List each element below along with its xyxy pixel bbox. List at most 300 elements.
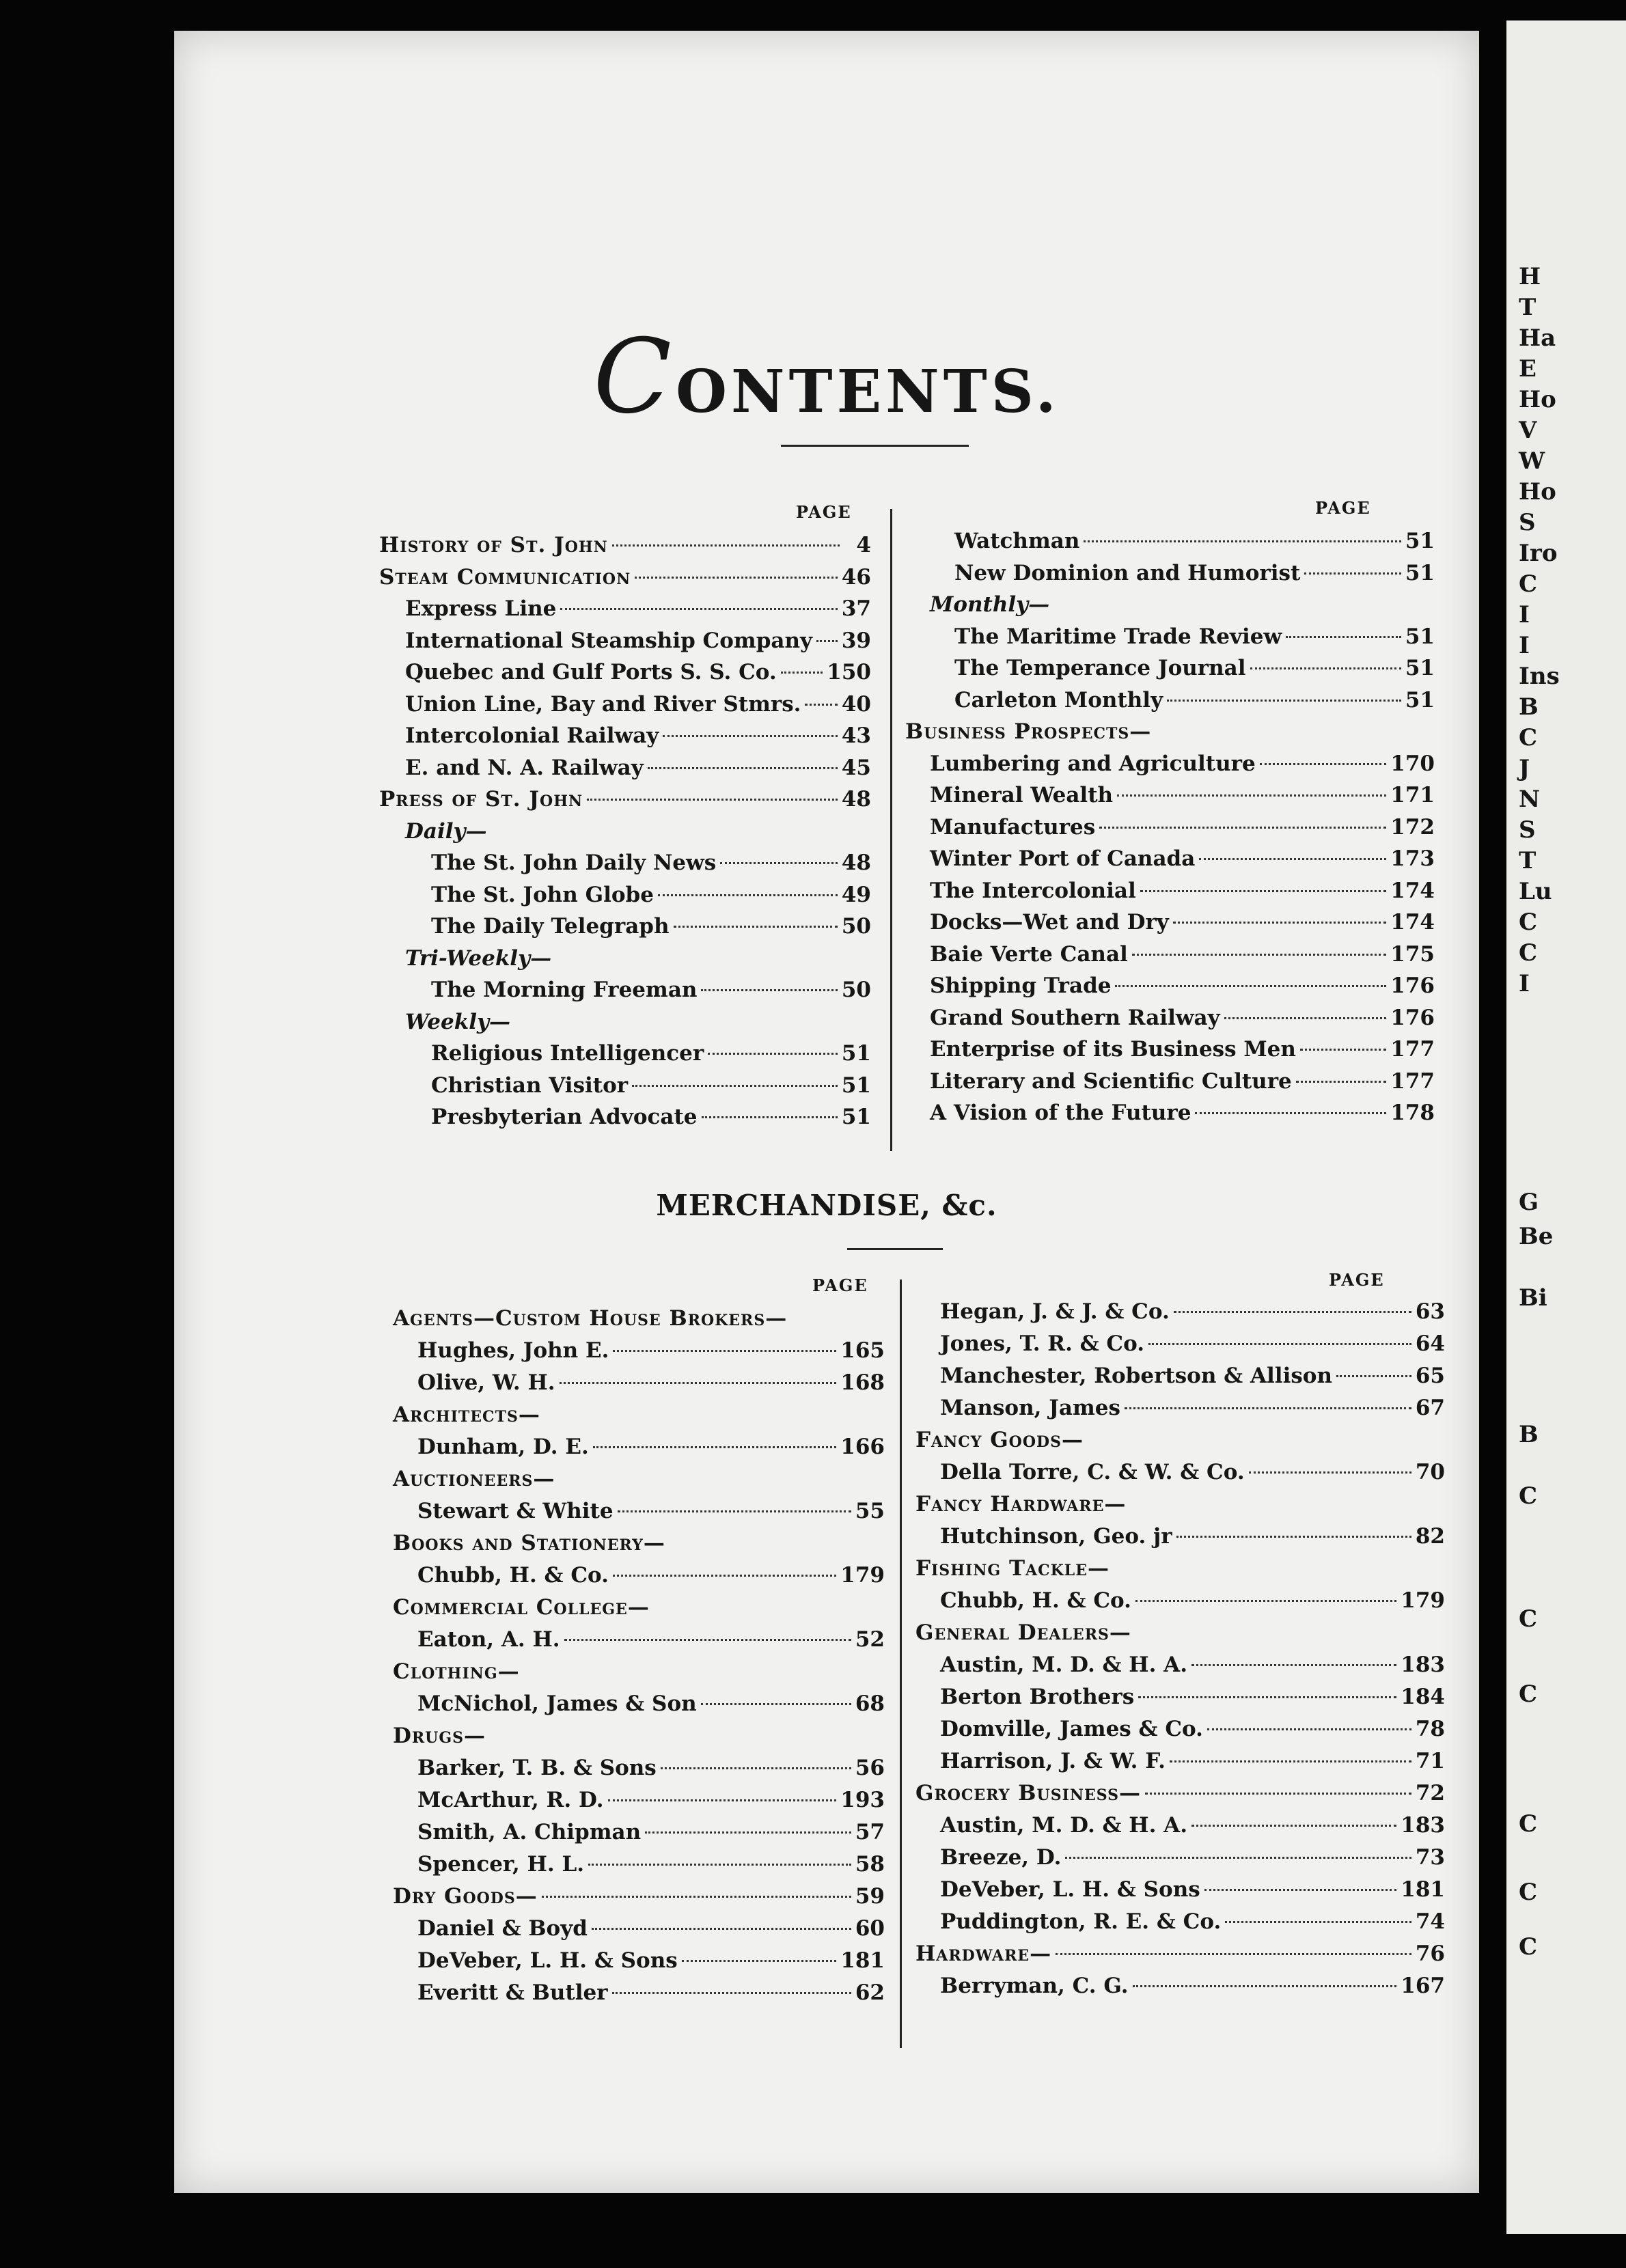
adjacent-page-fragment: G (1519, 1189, 1539, 1216)
toc-entry-label: E. and N. A. Railway (405, 755, 644, 780)
adjacent-page-fragment: Be (1519, 1223, 1554, 1250)
toc-entry-label: Austin, M. D. & H. A. (940, 1813, 1188, 1838)
toc-entry-label: The St. John Daily News (431, 850, 717, 875)
toc-entry-label: Hegan, J. & J. & Co. (940, 1299, 1170, 1324)
adjacent-page-fragment: T (1519, 294, 1537, 321)
toc-entry-page: 43 (841, 723, 871, 748)
toc-entry-label: The Morning Freeman (431, 978, 698, 1002)
toc-entry-page: 166 (840, 1435, 885, 1459)
contents-page (174, 31, 1479, 2193)
toc-leader-dots (1225, 1921, 1411, 1923)
toc-entry (940, 1649, 1445, 1681)
toc-entry-label: Drugs— (393, 1724, 486, 1748)
toc-entry-page: 167 (1401, 1974, 1445, 1998)
toc-entry (379, 529, 871, 561)
toc-entry-page: 168 (840, 1370, 885, 1395)
title-rest: ONTENTS. (676, 357, 1060, 426)
toc-entry-label: DeVeber, L. H. & Sons (417, 1948, 678, 1973)
toc-entry-label: Barker, T. B. & Sons (417, 1756, 657, 1780)
toc-entry-page: 193 (840, 1788, 885, 1812)
toc-entry-page: 55 (855, 1499, 885, 1523)
toc-leader-dots (560, 608, 837, 610)
toc-leader-dots (1115, 985, 1386, 987)
toc-entry (954, 652, 1435, 684)
adjacent-page-fragment: Bi (1519, 1284, 1547, 1312)
toc-entry (405, 720, 871, 751)
toc-entry-label: Fishing Tackle— (915, 1556, 1110, 1581)
toc-entry-page: 51 (1405, 687, 1435, 713)
adjacent-page-fragment: Ins (1519, 663, 1560, 690)
toc-entry-page: 181 (840, 1948, 885, 1973)
toc-entry-label: Berton Brothers (940, 1685, 1135, 1709)
toc-entry (417, 1816, 885, 1848)
toc-entry (393, 1463, 885, 1495)
toc-entry (393, 1399, 885, 1430)
toc-entry-label: Tri-Weekly— (405, 945, 552, 971)
toc-entry-label: Express Line (405, 596, 557, 621)
toc-entry-label: Presbyterian Advocate (431, 1105, 698, 1129)
toc-entry-page: 78 (1415, 1717, 1445, 1741)
toc-entry-page: 150 (827, 660, 871, 684)
toc-entry (417, 1784, 885, 1816)
toc-entry-label: Agents—Custom House Brokers— (393, 1306, 788, 1331)
toc-entry-label: McNichol, James & Son (417, 1691, 697, 1716)
toc-entry-label: Smith, A. Chipman (417, 1820, 642, 1844)
toc-leader-dots (1304, 572, 1401, 575)
toc-entry (431, 1070, 871, 1101)
toc-entry (405, 593, 871, 624)
toc-leader-dots (1167, 700, 1401, 702)
toc-entry-page: 59 (855, 1884, 885, 1909)
toc-entry (417, 1367, 885, 1398)
adjacent-page-fragment: V (1519, 417, 1537, 444)
toc-entry-label: Watchman (954, 529, 1080, 553)
toc-entry-label: Spencer, H. L. (417, 1852, 585, 1877)
toc-entry-label: Weekly— (405, 1009, 511, 1034)
toc-entry-page: 50 (841, 978, 871, 1002)
toc-entry-label: History of St. John (379, 533, 608, 557)
toc-entry (940, 1521, 1445, 1552)
toc-entry-page: 58 (855, 1852, 885, 1877)
toc-leader-dots (1133, 1985, 1397, 1987)
toc-entry (940, 1296, 1445, 1327)
toc-leader-dots (1195, 1112, 1386, 1114)
toc-leader-dots (720, 862, 838, 864)
toc-entry-label: Olive, W. H. (417, 1370, 555, 1395)
toc-entry (379, 562, 871, 593)
toc-leader-dots (1145, 1793, 1411, 1795)
toc-entry-label: The Intercolonial (930, 878, 1136, 903)
toc-entry (940, 1392, 1445, 1424)
toc-entry (930, 970, 1435, 1001)
toc-entry-page: 183 (1401, 1813, 1445, 1838)
toc-entry (417, 1945, 885, 1976)
toc-entry (431, 1101, 871, 1133)
title-initial: C (593, 318, 676, 437)
toc-entry-label: International Steamship Company (405, 628, 813, 653)
toc-entry (431, 1038, 871, 1069)
toc-entry (379, 784, 871, 815)
toc-entry-label: Docks—Wet and Dry (930, 910, 1169, 935)
toc-leader-dots (587, 799, 838, 801)
toc-leader-dots (613, 1350, 836, 1352)
adjacent-page-fragment: C (1519, 1810, 1538, 1838)
toc-entry-label: Intercolonial Railway (405, 723, 659, 748)
toc-entry-page: 68 (855, 1691, 885, 1716)
adjacent-page-fragment: T (1519, 847, 1537, 874)
adjacent-page-fragment: C (1519, 939, 1538, 967)
toc-entry (431, 911, 871, 942)
toc-entry-page: 52 (855, 1627, 885, 1652)
toc-entry-label: The Maritime Trade Review (954, 624, 1282, 649)
toc-entry-label: Books and Stationery— (393, 1531, 665, 1555)
toc-entry-label: Commercial College— (393, 1595, 650, 1620)
toc-entry (940, 1874, 1445, 1905)
toc-entry (405, 656, 871, 688)
toc-leader-dots (613, 1575, 836, 1577)
merch-page-header-right: PAGE (1329, 1270, 1385, 1290)
adjacent-page-fragment: E (1519, 355, 1537, 383)
adjacent-page-fragment: C (1519, 724, 1538, 751)
toc-leader-dots (708, 1053, 838, 1055)
toc-entry (393, 1881, 885, 1912)
toc-entry-page: 70 (1415, 1460, 1445, 1484)
toc-entry-page: 176 (1390, 1005, 1435, 1030)
toc-entry-page: 51 (1405, 624, 1435, 649)
toc-entry-page: 175 (1390, 941, 1435, 967)
toc-leader-dots (1224, 1017, 1387, 1019)
toc-entry-label: A Vision of the Future (930, 1101, 1191, 1125)
toc-entry-label: DeVeber, L. H. & Sons (940, 1877, 1200, 1902)
toc-entry-page: 40 (841, 691, 871, 717)
toc-entry-page: 172 (1390, 814, 1435, 840)
toc-entry-label: The Temperance Journal (954, 656, 1246, 680)
toc-entry-page: 171 (1390, 783, 1435, 807)
title-rule (781, 445, 969, 447)
adjacent-page-fragment: I (1519, 601, 1530, 628)
toc-leader-dots (1170, 1760, 1411, 1762)
toc-entry (954, 525, 1435, 557)
toc-leader-dots (1207, 1728, 1411, 1730)
adjacent-page-fragment: I (1519, 632, 1530, 659)
toc-leader-dots (1296, 1081, 1387, 1083)
toc-entry (954, 621, 1435, 652)
toc-leader-dots (592, 1928, 851, 1930)
toc-entry-label: Puddington, R. E. & Co. (940, 1909, 1222, 1934)
toc-entry-page: 181 (1401, 1877, 1445, 1902)
toc-entry (915, 1489, 1445, 1520)
toc-entry-page: 48 (841, 850, 871, 875)
toc-entry-label: General Dealers— (915, 1620, 1131, 1645)
toc-entry (954, 557, 1435, 589)
toc-entry-label: Harrison, J. & W. F. (940, 1749, 1166, 1773)
toc-entry-label: Mineral Wealth (930, 783, 1114, 807)
adjacent-page-fragment: N (1519, 786, 1541, 813)
toc-entry-label: Steam Communication (379, 564, 631, 590)
merch-page-header-left: PAGE (812, 1275, 868, 1295)
toc-entry-label: Christian Visitor (431, 1073, 629, 1098)
toc-entry-page: 49 (841, 882, 871, 907)
toc-entry-label: Enterprise of its Business Men (930, 1037, 1296, 1062)
toc-entry (930, 1097, 1435, 1129)
toc-entry-label: Jones, T. R. & Co. (940, 1331, 1145, 1356)
toc-entry (393, 1527, 885, 1559)
toc-entry-page: 39 (841, 628, 871, 653)
toc-entry-label: Auctioneers— (393, 1467, 555, 1491)
toc-entry-page: 51 (1405, 529, 1435, 553)
toc-entry-page: 74 (1415, 1909, 1445, 1934)
toc-entry (930, 589, 1435, 620)
toc-entry-label: Winter Port of Canada (930, 846, 1196, 871)
toc-entry-label: Architects— (393, 1402, 540, 1427)
toc-entry-label: Chubb, H. & Co. (940, 1588, 1131, 1613)
toc-entry-label: Union Line, Bay and River Stmrs. (405, 691, 801, 717)
toc-entry (405, 1006, 871, 1038)
adjacent-page-fragment: C (1519, 1879, 1538, 1906)
toc-leader-dots (1148, 1343, 1411, 1345)
toc-entry-page: 184 (1401, 1685, 1445, 1709)
toc-entry (940, 1970, 1445, 2002)
toc-leader-dots (608, 1799, 837, 1801)
toc-leader-dots (1199, 858, 1386, 860)
toc-leader-dots (702, 1116, 838, 1118)
toc-leader-dots (612, 544, 840, 547)
page-title (174, 318, 1479, 437)
toc-entry-page: 67 (1415, 1396, 1445, 1420)
toc-leader-dots (1140, 890, 1387, 892)
toc-leader-dots (781, 672, 823, 674)
toc-entry (930, 748, 1435, 779)
toc-entry-page: 173 (1390, 846, 1435, 871)
toc-entry-label: Fancy Goods— (915, 1428, 1084, 1452)
toc-entry (405, 943, 871, 974)
toc-entry-label: Stewart & White (417, 1499, 614, 1523)
toc-entry-label: Clothing— (393, 1659, 520, 1684)
toc-entry-page: 64 (1415, 1331, 1445, 1356)
toc-entry (393, 1720, 885, 1752)
toc-entry (417, 1977, 885, 2008)
adjacent-page-fragment: B (1519, 693, 1539, 721)
toc-leader-dots (658, 894, 838, 896)
adjacent-page (1506, 20, 1626, 2234)
toc-entry (405, 816, 871, 847)
toc-entry (940, 1810, 1445, 1841)
toc-leader-dots (1300, 1049, 1386, 1051)
adjacent-page-fragment: S (1519, 509, 1536, 536)
toc-entry-page: 170 (1390, 751, 1435, 776)
toc-entry (940, 1456, 1445, 1488)
toc-entry-label: The St. John Globe (431, 882, 654, 907)
toc-entry-label: Breeze, D. (940, 1845, 1062, 1870)
toc-entry-label: Dry Goods— (393, 1884, 538, 1909)
toc-leader-dots (632, 1085, 838, 1087)
toc-leader-dots (560, 1382, 837, 1384)
toc-entry-page: 51 (841, 1105, 871, 1129)
toc-entry-label: Everitt & Butler (417, 1980, 608, 2005)
toc-entry-page: 45 (841, 755, 871, 780)
toc-entry-page: 56 (855, 1756, 885, 1780)
adjacent-page-fragment: J (1519, 755, 1530, 782)
toc-leader-dots (1117, 794, 1386, 797)
toc-entry-label: Quebec and Gulf Ports S. S. Co. (405, 660, 777, 684)
adjacent-page-fragment: Iro (1519, 540, 1558, 567)
toc-entry (930, 812, 1435, 843)
toc-entry (930, 1066, 1435, 1097)
toc-entry (930, 1034, 1435, 1065)
toc-entry (417, 1849, 885, 1880)
toc-entry-page: 51 (841, 1073, 871, 1098)
toc-entry-label: Berryman, C. G. (940, 1974, 1129, 1998)
toc-leader-dots (816, 640, 838, 642)
toc-leader-dots (1250, 667, 1401, 669)
adjacent-page-fragment: I (1519, 970, 1530, 997)
toc-leader-dots (618, 1510, 851, 1512)
toc-entry-label: Daniel & Boyd (417, 1916, 588, 1941)
column-divider (890, 509, 892, 1151)
toc-entry-label: Fancy Hardware— (915, 1492, 1127, 1517)
adjacent-page-fragment: B (1519, 1421, 1539, 1448)
toc-entry-label: Literary and Scientific Culture (930, 1068, 1292, 1094)
toc-leader-dots (1173, 922, 1386, 924)
toc-entry-label: Hutchinson, Geo. jr (940, 1524, 1172, 1549)
toc-leader-dots (1135, 1600, 1396, 1602)
toc-entry-label: Della Torre, C. & W. & Co. (940, 1460, 1245, 1484)
toc-entry-page: 178 (1390, 1101, 1435, 1125)
toc-entry (940, 1745, 1445, 1777)
toc-entry-page: 183 (1401, 1652, 1445, 1677)
toc-leader-dots (805, 704, 837, 706)
toc-leader-dots (1174, 1311, 1411, 1313)
adjacent-page-fragment: C (1519, 909, 1538, 936)
toc-entry-page: 176 (1390, 973, 1435, 998)
toc-entry (405, 625, 871, 656)
toc-entry-page: 37 (841, 596, 871, 621)
toc-entry-label: Manchester, Robertson & Allison (940, 1364, 1333, 1388)
toc-entry-label: Baie Verte Canal (930, 941, 1128, 967)
adjacent-page-fragment: W (1519, 447, 1545, 475)
toc-entry (940, 1906, 1445, 1937)
merch-column-divider (900, 1280, 902, 2048)
toc-entry (930, 907, 1435, 938)
page-header-right: PAGE (1315, 498, 1371, 518)
toc-leader-dots (1286, 636, 1401, 638)
toc-entry (417, 1688, 885, 1719)
toc-entry-page: 51 (1405, 656, 1435, 680)
toc-entry (431, 847, 871, 879)
toc-leader-dots (701, 1703, 851, 1705)
toc-entry-page: 73 (1415, 1845, 1445, 1870)
toc-entry (915, 1938, 1445, 1969)
toc-entry-label: Business Prospects— (905, 719, 1152, 744)
toc-entry (417, 1495, 885, 1527)
toc-entry-page: 57 (855, 1820, 885, 1844)
toc-entry-label: New Dominion and Humorist (954, 560, 1301, 585)
toc-leader-dots (1099, 827, 1386, 829)
toc-entry-page: 4 (856, 533, 871, 557)
toc-leader-dots (682, 1960, 837, 1962)
toc-entry-label: Shipping Trade (930, 973, 1112, 998)
toc-leader-dots (1249, 1471, 1411, 1474)
toc-entry-page: 46 (841, 564, 871, 590)
toc-entry-page: 51 (1405, 560, 1435, 585)
toc-entry-label: Religious Intelligencer (431, 1041, 704, 1066)
toc-leader-dots (635, 577, 838, 579)
adjacent-page-fragment: Lu (1519, 878, 1552, 905)
toc-entry-page: 48 (841, 787, 871, 812)
adjacent-page-fragment: H (1519, 263, 1541, 290)
toc-leader-dots (1176, 1536, 1411, 1538)
toc-entry-label: Austin, M. D. & H. A. (940, 1652, 1188, 1677)
toc-entry-page: 174 (1390, 910, 1435, 935)
toc-entry (417, 1752, 885, 1784)
toc-entry-page: 65 (1415, 1364, 1445, 1388)
toc-entry-page: 62 (855, 1980, 885, 2005)
toc-entry-page: 50 (841, 914, 871, 939)
toc-entry-label: Manson, James (940, 1396, 1120, 1420)
toc-entry-label: Chubb, H. & Co. (417, 1563, 609, 1588)
toc-leader-dots (542, 1896, 851, 1898)
toc-entry (417, 1913, 885, 1944)
toc-entry-page: 63 (1415, 1299, 1445, 1324)
toc-entry (930, 843, 1435, 874)
toc-entry (915, 1617, 1445, 1648)
toc-entry (940, 1360, 1445, 1392)
toc-leader-dots (1260, 763, 1387, 765)
toc-leader-dots (648, 767, 838, 769)
toc-entry (417, 1335, 885, 1366)
toc-leader-dots (701, 989, 837, 991)
toc-entry-label: Monthly— (930, 592, 1050, 617)
adjacent-page-fragment: C (1519, 570, 1538, 598)
toc-entry (930, 1002, 1435, 1034)
toc-entry-label: Manufactures (930, 814, 1096, 840)
toc-entry (417, 1560, 885, 1591)
toc-entry-label: Hardware— (915, 1941, 1052, 1966)
adjacent-page-fragment: Ha (1519, 324, 1556, 352)
toc-leader-dots (1132, 954, 1386, 956)
toc-entry-label: Carleton Monthly (954, 687, 1163, 713)
toc-leader-dots (564, 1639, 851, 1641)
toc-entry-page: 179 (840, 1563, 885, 1588)
toc-entry-label: Grocery Business— (915, 1781, 1142, 1806)
adjacent-page-fragment: C (1519, 1681, 1538, 1708)
toc-leader-dots (645, 1831, 851, 1834)
toc-leader-dots (1336, 1375, 1411, 1377)
toc-entry (915, 1778, 1445, 1809)
toc-entry (930, 875, 1435, 907)
toc-entry (431, 974, 871, 1006)
toc-entry (930, 939, 1435, 970)
toc-leader-dots (1056, 1953, 1411, 1955)
toc-entry (940, 1842, 1445, 1873)
toc-entry-label: Press of St. John (379, 787, 583, 812)
merchandise-title: MERCHANDISE, &c. (656, 1189, 997, 1222)
toc-entry-page: 165 (840, 1338, 885, 1363)
adjacent-page-fragment: S (1519, 816, 1536, 844)
toc-entry-page: 177 (1390, 1068, 1435, 1094)
toc-entry-page: 177 (1390, 1037, 1435, 1062)
toc-leader-dots (661, 1767, 851, 1769)
toc-entry (940, 1585, 1445, 1616)
toc-entry-page: 82 (1415, 1524, 1445, 1549)
toc-entry-label: McArthur, R. D. (417, 1788, 604, 1812)
toc-leader-dots (588, 1864, 851, 1866)
toc-entry (940, 1713, 1445, 1745)
toc-entry (940, 1681, 1445, 1713)
toc-entry (431, 879, 871, 911)
merchandise-rule (847, 1248, 943, 1250)
toc-entry-label: Daily— (405, 818, 487, 844)
